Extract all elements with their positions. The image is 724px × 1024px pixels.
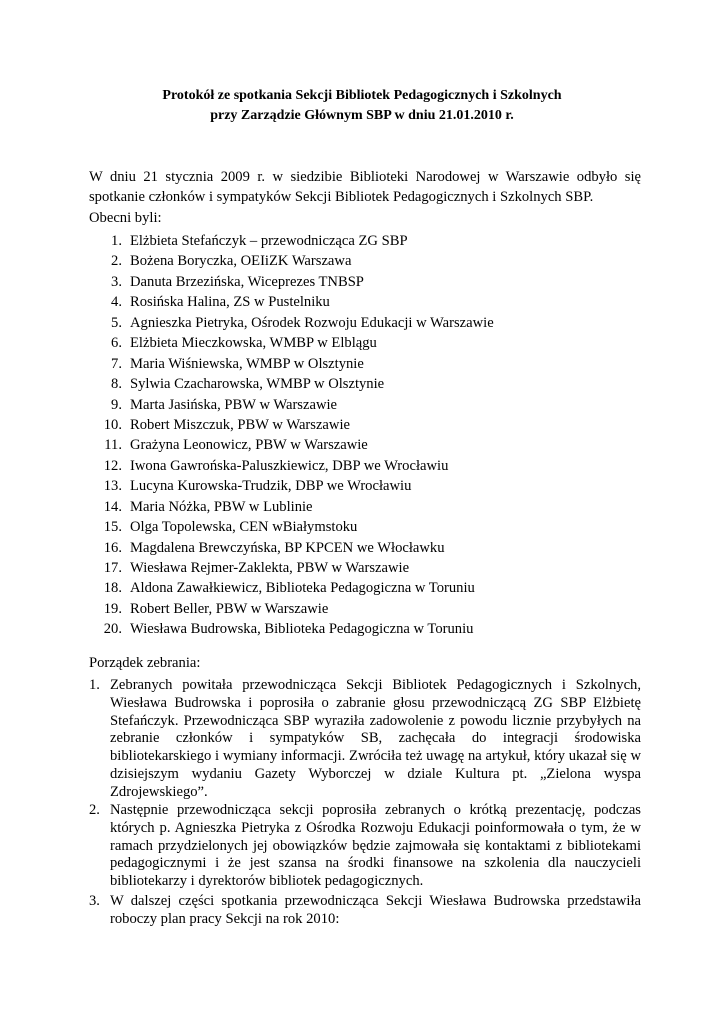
list-item-number: 11. bbox=[104, 437, 122, 454]
agenda-label: Porządek zebrania: bbox=[89, 655, 201, 671]
list-item-text: Robert Beller, PBW w Warszawie bbox=[130, 600, 329, 617]
agenda-item-text: Następnie przewodnicząca sekcji poprosiła zebranych o krótką prezentację, podczas których p. Agnieszka Pietryka z Ośrodka Rozwoju Edukacji poinformowała o tym, że w ramach przydzielonych jej obowiązków będzie zajmowała się kontaktami z bibliotekami pedagogicznymi i że jest szansa na środki finansowe na szkolenia dla nauczycieli bibliotekarzy i dyrektorów bibliotek pedagogicznych. bbox=[110, 802, 641, 890]
list-item-text: Rosińska Halina, ZS w Pustelniku bbox=[130, 294, 330, 311]
list-item-text: Iwona Gawrońska-Paluszkiewicz, DBP we Wrocławiu bbox=[130, 457, 449, 474]
list-item-text: Aldona Zawałkiewicz, Biblioteka Pedagogiczna w Toruniu bbox=[130, 580, 475, 597]
list-item-text: Agnieszka Pietryka, Ośrodek Rozwoju Edukacji w Warszawie bbox=[130, 314, 494, 331]
list-item-number: 18. bbox=[103, 580, 122, 597]
list-item-text: Marta Jasińska, PBW w Warszawie bbox=[130, 396, 338, 413]
list-item-number: 6. bbox=[111, 335, 122, 352]
list-item-number: 16. bbox=[103, 539, 122, 556]
list-item-text: Grażyna Leonowicz, PBW w Warszawie bbox=[130, 437, 368, 454]
agenda-item-text: Zebranych powitała przewodnicząca Sekcji Bibliotek Pedagogicznych i Szkolnych, Wiesława Budrowska i poprosiła o zabranie głosu przewodniczącą ZG SBP Elżbietę Stefańczyk. Przewodnicząca SBP wyraziła zadowolenie z powodu licznie przybyłych na zebranie członków i sympatyków SB, zachęcała do integracji środowiska bibliotekarskiego i wymiany informacji. Zwróciła też uwagę na artykuł, który ukazał się w dzisiejszym wydaniu Gazety Wyborczej w dziale Kultura pt. „Zielona wyspa Zdrojewskiego”. bbox=[110, 677, 641, 800]
list-item-number: 14. bbox=[103, 498, 122, 515]
list-item-number: 7. bbox=[111, 355, 122, 372]
list-item-number: 2. bbox=[111, 253, 122, 270]
document-title-line1: Protokół ze spotkania Sekcji Bibliotek Pedagogicznych i Szkolnych bbox=[162, 88, 562, 103]
list-item-text: Lucyna Kurowska-Trudzik, DBP we Wrocławiu bbox=[130, 478, 412, 495]
list-item-text: Wiesława Budrowska, Biblioteka Pedagogiczna w Toruniu bbox=[130, 621, 474, 638]
list-item-text: Wiesława Rejmer-Zaklekta, PBW w Warszawie bbox=[130, 560, 410, 576]
document-title-line2: przy Zarządzie Głównym SBP w dniu 21.01.2010 r. bbox=[210, 108, 514, 123]
list-item-text: Maria Wiśniewska, WMBP w Olsztynie bbox=[130, 355, 364, 372]
list-item-number: 9. bbox=[111, 396, 122, 413]
list-item-number: 5. bbox=[111, 314, 122, 331]
agenda-item-number: 1. bbox=[89, 677, 100, 693]
list-item-text: Bożena Boryczka, OEIiZK Warszawa bbox=[130, 253, 352, 270]
list-item-number: 12. bbox=[103, 457, 122, 474]
agenda-item-text: W dalszej części spotkania przewodnicząca Sekcji Wiesława Budrowska przedstawiła roboczy plan pracy Sekcji na rok 2010: bbox=[110, 893, 641, 927]
list-item-number: 8. bbox=[111, 376, 122, 393]
agenda-item-number: 3. bbox=[89, 893, 100, 909]
list-item-number: 17. bbox=[103, 560, 122, 576]
list-item-number: 15. bbox=[103, 519, 122, 536]
agenda-item-number: 2. bbox=[89, 802, 100, 818]
list-item-text: Olga Topolewska, CEN wBiałymstoku bbox=[130, 519, 358, 536]
list-item-text: Robert Miszczuk, PBW w Warszawie bbox=[130, 416, 350, 433]
list-item-text: Magdalena Brewczyńska, BP KPCEN we Włocławku bbox=[130, 539, 445, 556]
list-item-text: Elżbieta Mieczkowska, WMBP w Elblągu bbox=[130, 335, 377, 352]
list-item-number: 4. bbox=[111, 294, 122, 311]
list-item-number: 3. bbox=[111, 273, 122, 290]
present-label: Obecni byli: bbox=[89, 210, 162, 226]
list-item-number: 19. bbox=[103, 600, 122, 617]
intro-paragraph: W dniu 21 stycznia 2009 r. w siedzibie Biblioteki Narodowej w Warszawie odbyło się spotkanie członków i sympatyków Sekcji Bibliotek Pedagogicznych i Szkolnych SBP. bbox=[89, 169, 641, 205]
list-item-number: 20. bbox=[103, 621, 122, 638]
list-item-number: 1. bbox=[111, 233, 122, 249]
list-item-text: Maria Nóżka, PBW w Lublinie bbox=[130, 498, 313, 515]
list-item-number: 10. bbox=[103, 416, 122, 433]
list-item-text: Elżbieta Stefańczyk – przewodnicząca ZG SBP bbox=[130, 233, 408, 249]
list-item-text: Danuta Brzezińska, Wiceprezes TNBSP bbox=[130, 273, 364, 290]
list-item-number: 13. bbox=[103, 478, 122, 495]
list-item-text: Sylwia Czacharowska, WMBP w Olsztynie bbox=[130, 376, 385, 393]
